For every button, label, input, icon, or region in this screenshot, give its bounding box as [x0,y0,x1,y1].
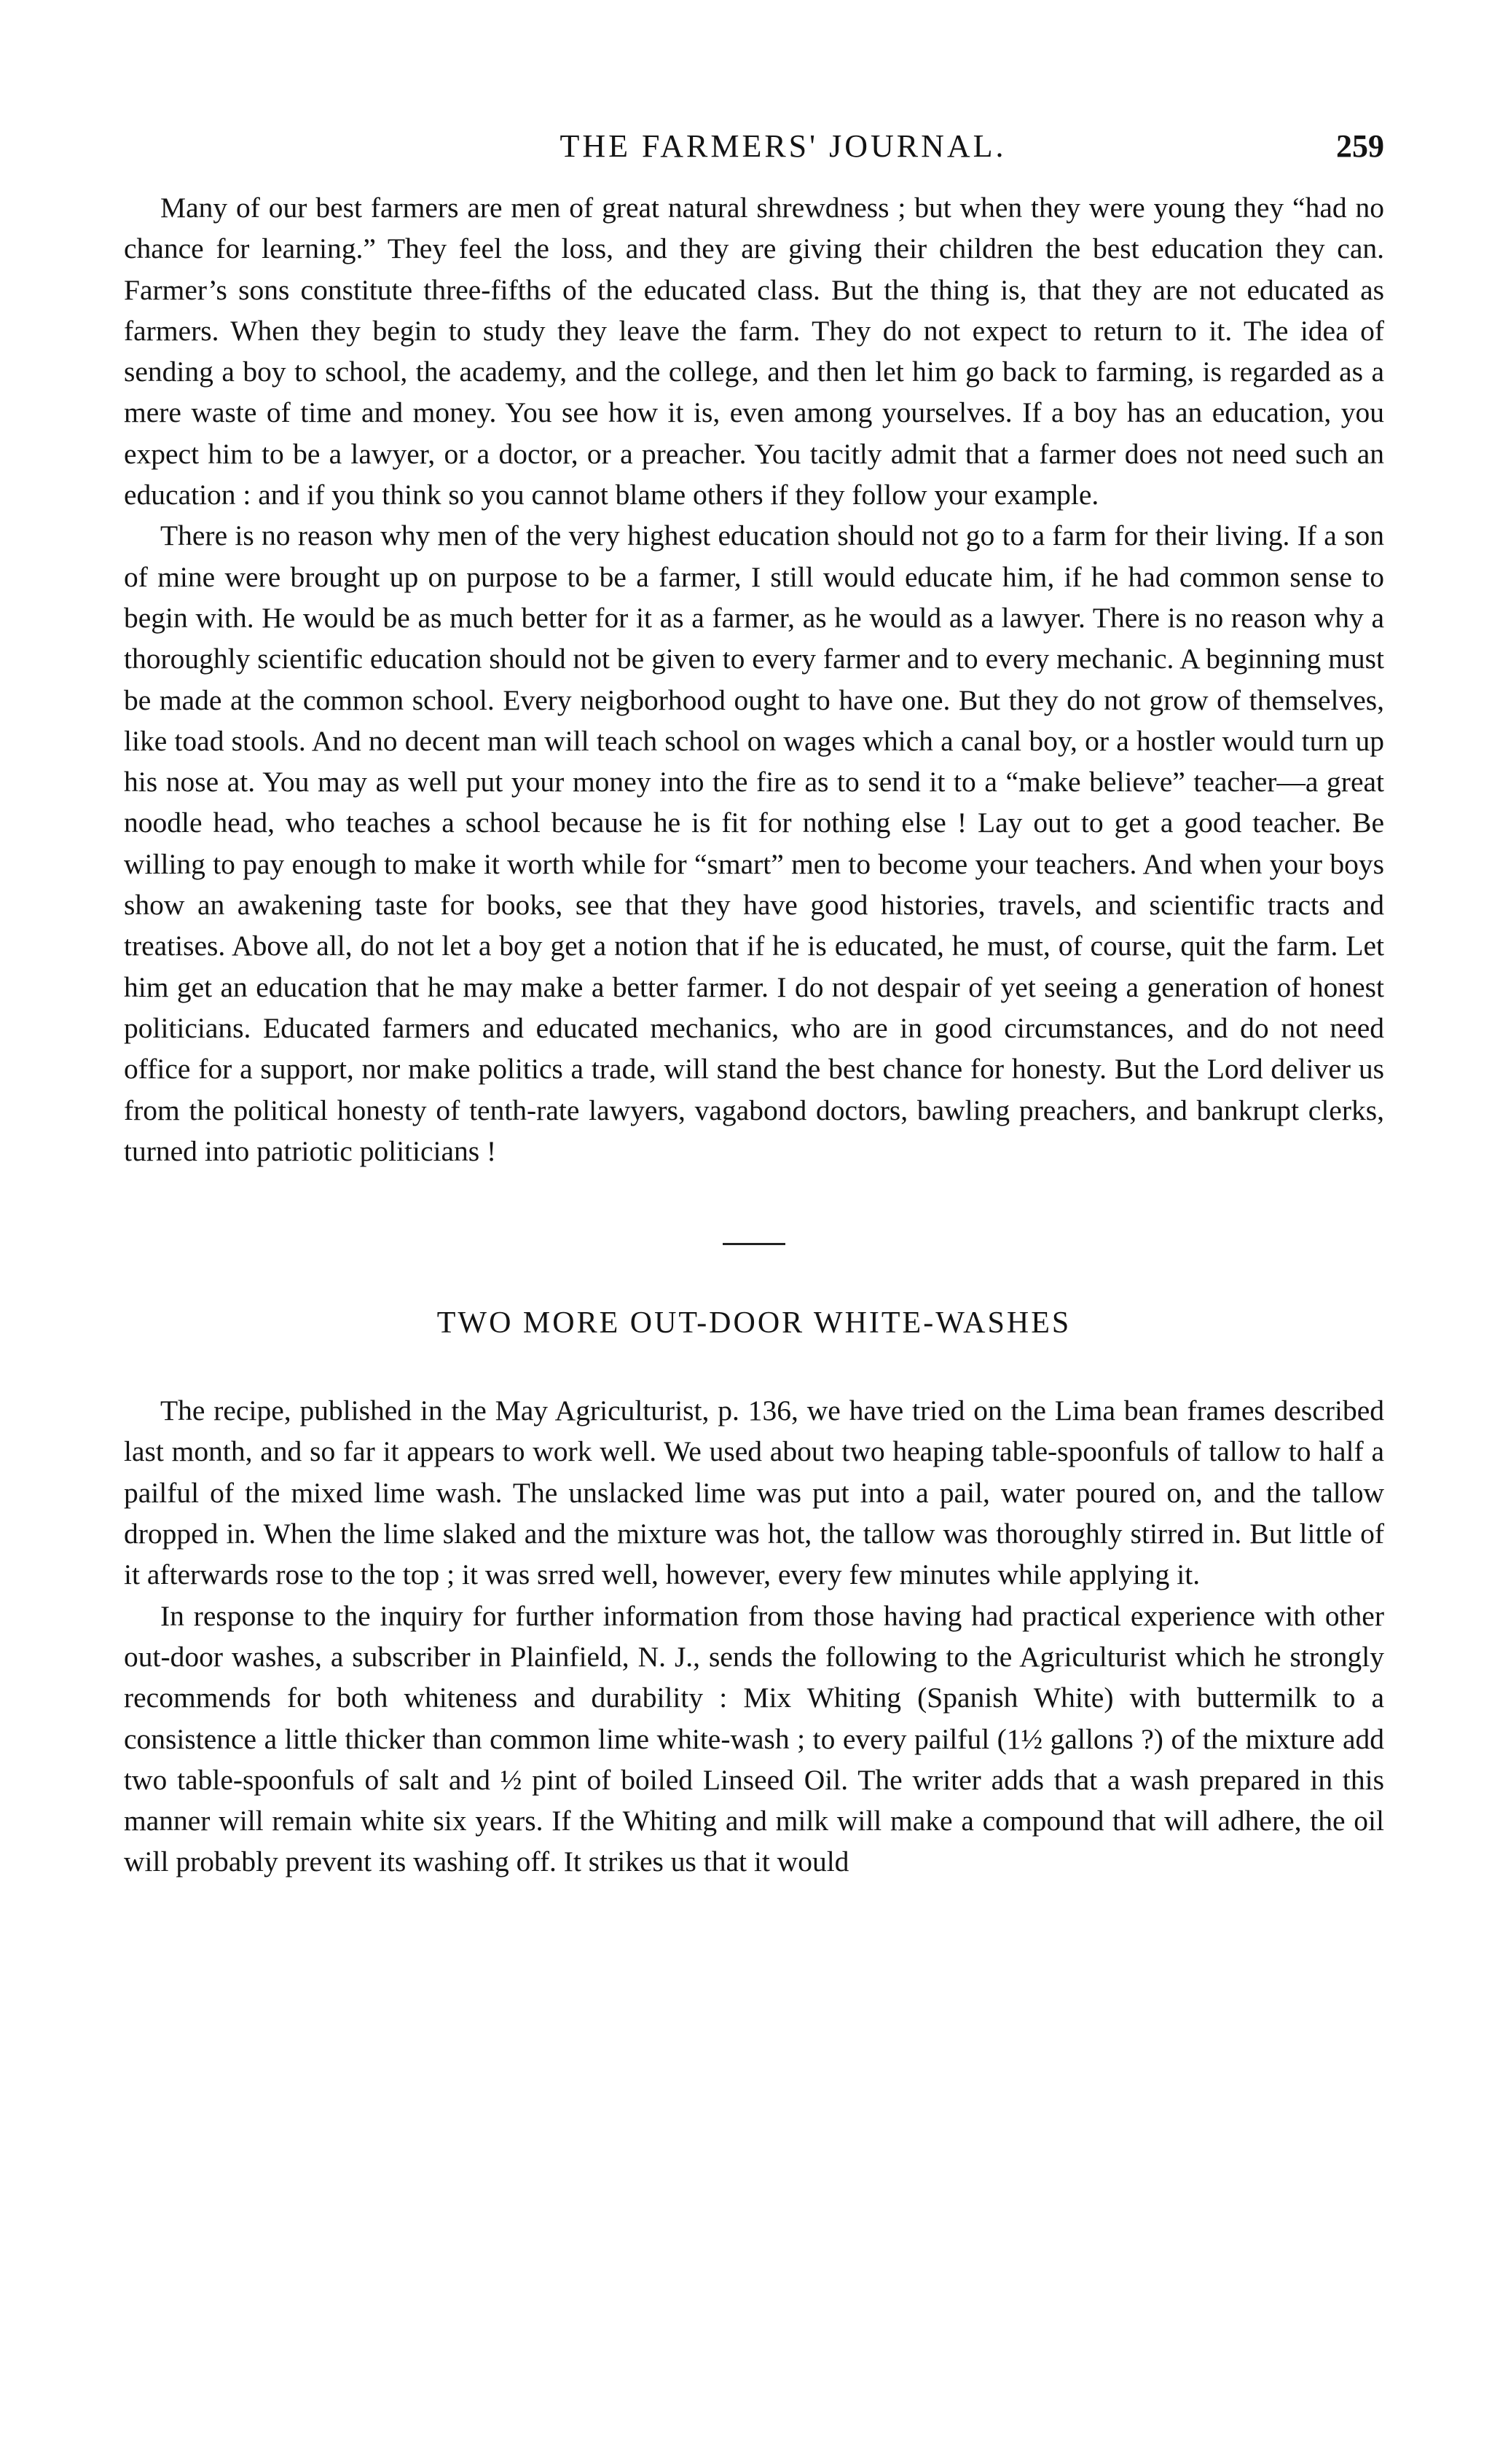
article-education [124,187,1384,1172]
article-paragraph: The recipe, published in the May Agriculturist, p. 136, we have tried on the Lima bean frames described last month, and so far it appears to work well. We used about two heaping table-spoonfuls of tallow to half a pailful of the mixed lime wash. The unslacked lime was put into a pail, water poured on, and the tallow dropped in. When the lime slaked and the mixture was hot, the tallow was thoroughly stirred in. But little of it afterwards rose to the top ; it was srred well, however, every few minutes while applying it. [124,1394,1384,1591]
article-white-washes [124,1390,1384,1883]
running-title: THE FARMERS' JOURNAL. [560,128,1007,164]
section-divider-rule [723,1243,785,1245]
article-paragraph: There is no reason why men of the very highest education should not go to a farm for their living. If a son of mine were brought up on purpose to be a farmer, I still would educate him, if he had common sense to begin with. He would be as much better for it as a farmer, as he would as a lawyer. There is no reason why a thoroughly scientific education should not be given to every farmer and to every mechanic. A beginning must be made at the common school. Every neigborhood ought to have one. But they do not grow of themselves, like toad stools. And no decent man will teach school on wages which a canal boy, or a hostler would turn up his nose at. You may as well put your money into the fire as to send it to a “make believe” teacher—a great noodle head, who teaches a school because he is fit for nothing else ! Lay out to get a good teacher. Be willing to pay enough to make it worth while for “smart” men to become your teachers. And when your boys show an awakening taste for books, see that they have good histories, travels, and scientific tracts and treatises. Above all, do not let a boy get a notion that if he is educated, he must, of course, quit the farm. Let him get an education that he may make a better farmer. I do not despair of yet seeing a generation of honest politicians. Educated farmers and educated mechanics, who are in good circumstances, and do not need office for a support, nor make politics a trade, will stand the best chance for honesty. But the Lord deliver us from the political honesty of tenth-rate lawyers, vagabond doctors, bawling preachers, and bankrupt clerks, turned into patriotic politicians ! [124,519,1384,1167]
journal-page [124,127,1384,1883]
page-number: 259 [1336,128,1384,164]
section-title: TWO MORE OUT-DOOR WHITE-WASHES [436,1306,1072,1341]
article-paragraph: Many of our best farmers are men of great natural shrewdness ; but when they were young they “had no chance for learning.” They feel the loss, and they are giving their children the best education they can. Farmer’s sons constitute three-fifths of the educated class. But the thing is, that they are not educated as farmers. When they begin to study they leave the farm. They do not expect to return to it. The idea of sending a boy to school, the academy, and the college, and then let him go back to farming, is regarded as a mere waste of time and money. You see how it is, even among yourselves. If a boy has an education, you expect him to be a lawyer, or a doctor, or a preacher. You tacitly admit that a farmer does not need such an education : and if you think so you cannot blame others if they follow your example. [124,192,1384,511]
running-head [124,127,1384,178]
section-divider-area [124,1172,1384,1301]
article-paragraph: In response to the inquiry for further information from those having had practical experience with other out-door washes, a subscriber in Plainfield, N. J., sends the following to the Agriculturist which he strongly recommends for both whiteness and durability : Mix Whiting (Spanish White) with buttermilk to a consistence a little thicker than common lime white-wash ; to every pailful (1½ gallons ?) of the mixture add two table-spoonfuls of salt and ½ pint of boiled Linseed Oil. The writer adds that a wash prepared in this manner will remain white six years. If the Whiting and milk will make a compound that will adhere, the oil will probably prevent its washing off. It strikes us that it would [124,1599,1384,1878]
